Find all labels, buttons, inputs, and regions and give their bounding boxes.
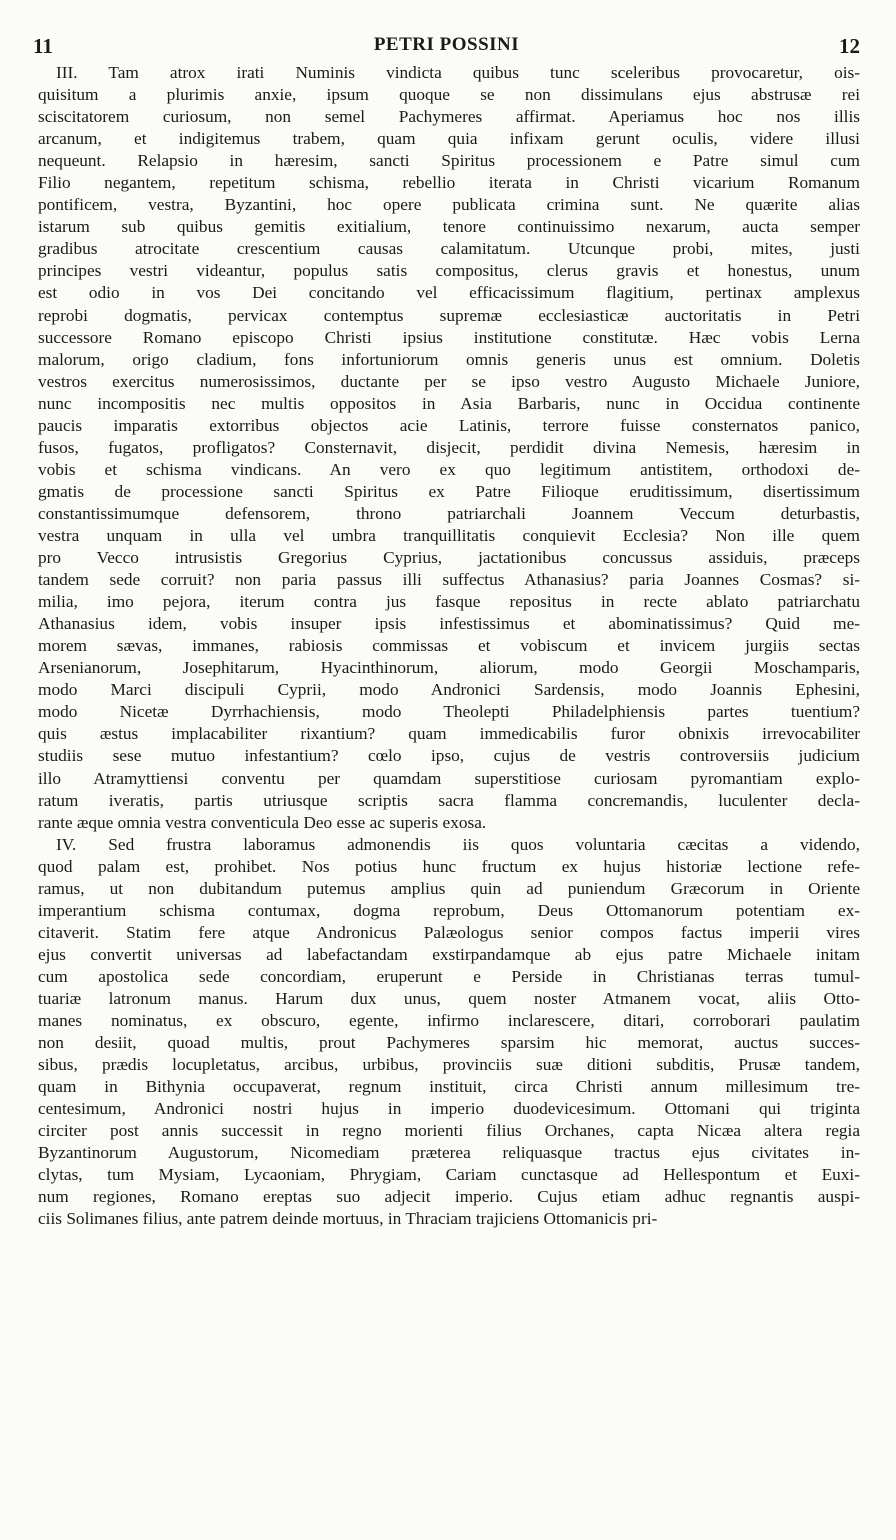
text-line: istarum sub quibus gemitis exitialium, tenore continuissimo nexarum, aucta semper <box>38 217 860 237</box>
text-line: vestros exercitus numerosissimos, ductante per se ipso vestro Augusto Michaele Juniore, <box>38 371 860 391</box>
text-line: malorum, origo cladium, fons infortuniorum omnis generis unus est omnium. Doletis <box>38 349 860 369</box>
text-line: num regiones, Romano ereptas suo adjecit imperio. Cujus etiam adhuc regnantis auspi- <box>38 1187 860 1207</box>
text-line: Byzantinorum Augustorum, Nicomediam præterea reliquasque tractus ejus civitates in- <box>38 1143 860 1163</box>
running-title: PETRI POSSINI <box>373 34 520 55</box>
text-line: pro Vecco intrusistis Gregorius Cyprius, jactationibus concussus assiduis, præceps <box>38 548 860 568</box>
text-line: sciscitatorem curiosum, non semel Pachymeres affirmat. Aperiamus hoc nos illis <box>38 107 860 127</box>
text-line: quod palam est, prohibet. Nos potius hunc fructum ex hujus historiæ lectione refe- <box>38 856 860 876</box>
text-line: fusos, fugatos, profligatos? Consternavit, disjecit, perdidit divina Nemesis, hæresim in <box>38 437 860 457</box>
text-line: quis æstus implacabiliter rixantium? quam immedicabilis furor obnixis irrevocabiliter <box>38 724 860 744</box>
text-line: vobis et schisma vindicans. An vero ex quo legitimum antistitem, orthodoxi de- <box>38 459 860 479</box>
text-line: paucis imparatis extorribus objectos acie Latinis, terrore fuisse consternatos panico, <box>38 415 860 435</box>
text-line: modo Nicetæ Dyrrhachiensis, modo Theolepti Philadelphiensis partes tuentium? <box>38 702 860 722</box>
body-text <box>38 62 860 1230</box>
text-line: IV. Sed frustra laboramus admonendis iis quos voluntaria cæcitas a videndo, <box>56 834 860 854</box>
text-line: successore Romano episcopo Christi ipsius institutione constitutæ. Hæc vobis Lerna <box>38 327 860 347</box>
text-line: reprobi dogmatis, pervicax contemptus supremæ ecclesiasticæ auctoritatis in Petri <box>38 305 860 325</box>
text-line: ratum iveratis, partis utriusque scriptis sacra flamma concremandis, luculenter decla- <box>38 790 860 810</box>
text-line: gradibus atrocitate crescentium causas calamitatum. Utcunque probi, mites, justi <box>38 239 860 259</box>
page-number-left: 11 <box>33 34 53 58</box>
text-line: ramus, ut non dubitandum putemus amplius quin ad puniendum Græcorum in Oriente <box>38 878 860 898</box>
text-line: arcanum, et indigitemus trabem, quam quia infixam gerunt oculis, videre illusi <box>38 129 860 149</box>
text-line: quam in Bithynia occupaverat, regnum instituit, circa Christi annum millesimum tre- <box>38 1077 860 1097</box>
text-line: ejus convertit universas ad labefactandam exstirpandamque ab ejus patre Michaele initam <box>38 944 860 964</box>
text-line: Arsenianorum, Josephitarum, Hyacinthinorum, aliorum, modo Georgii Moschamparis, <box>38 658 860 678</box>
text-line: sibus, prædis locupletatus, arcibus, urbibus, provinciis suæ ditioni subditis, Prusæ tandem, <box>38 1055 860 1075</box>
text-line: ciis Solimanes filius, ante patrem deinde mortuus, in Thraciam trajiciens Ottomanicis pri- <box>38 1209 658 1229</box>
text-line: pontificem, vestra, Byzantini, hoc opere publicata crimina sunt. Ne quærite alias <box>38 195 860 215</box>
text-line: Filio negantem, repetitum schisma, rebellio iterata in Christi vicarium Romanum <box>38 173 860 193</box>
running-header <box>33 34 860 60</box>
text-line: manes nominatus, ex obscuro, egente, infirmo inclarescere, ditari, corroborari paulatim <box>38 1011 860 1031</box>
text-line: citaverit. Statim fere atque Andronicus Palæologus senior compos factus imperii vires <box>38 922 860 942</box>
text-line: gmatis de processione sancti Spiritus ex Patre Filioque eruditissimum, disertissimum <box>38 481 860 501</box>
text-line: est odio in vos Dei concitando vel efficacissimum flagitium, pertinax amplexus <box>38 283 860 303</box>
text-line: milia, imo pejora, iterum contra jus fasque repositus in recte ablato patriarchatu <box>38 592 860 612</box>
text-line: rante æque omnia vestra conventicula Deo esse ac superis exosa. <box>38 812 487 832</box>
text-line: clytas, tum Mysiam, Lycaoniam, Phrygiam, Cariam cunctasque ad Hellespontum et Euxi- <box>38 1165 860 1185</box>
page-number-right: 12 <box>839 34 860 58</box>
text-line: constantissimumque defensorem, throno patriarchali Joannem Veccum deturbastis, <box>38 503 860 523</box>
text-line: tuariæ latronum manus. Harum dux unus, quem noster Atmanem vocat, aliis Otto- <box>38 988 860 1008</box>
text-line: modo Marci discipuli Cyprii, modo Andronici Sardensis, modo Joannis Ephesini, <box>38 680 860 700</box>
text-line: illo Atramyttiensi conventu per quamdam superstitiose curiosam pyromantiam explo- <box>38 768 860 788</box>
text-line: non desiit, quoad multis, prout Pachymeres sparsim hic memorat, auctus succes- <box>38 1033 860 1053</box>
text-line: imperantium schisma contumax, dogma reprobum, Deus Ottomanorum potentiam ex- <box>38 900 860 920</box>
text-line: tandem sede corruit? non paria passus illi suffectus Athanasius? paria Joannes Cosmas? si- <box>38 570 860 590</box>
text-line: nunc incompositis nec multis oppositos in Asia Barbaris, nunc in Occidua continente <box>38 393 860 413</box>
text-line: Athanasius idem, vobis insuper ipsis infestissimus et abominatissimus? Quid me- <box>38 614 860 634</box>
text-line: vestra unquam in ulla vel umbra tranquillitatis conquievit Ecclesia? Non ille quem <box>38 525 860 545</box>
text-line: nequeunt. Relapsio in hæresim, sancti Spiritus processionem e Patre simul cum <box>38 151 860 171</box>
text-line: centesimum, Andronici nostri hujus in imperio duodevicesimum. Ottomani qui triginta <box>38 1099 860 1119</box>
text-line: studiis sese mutuo infestantium? cœlo ipso, cujus de vestris controversiis judicium <box>38 746 860 766</box>
text-line: morem sævas, immanes, rabiosis commissas et vobiscum et invicem jurgiis sectas <box>38 636 860 656</box>
text-line: cum apostolica sede concordiam, eruperunt e Perside in Christianas terras tumul- <box>38 966 860 986</box>
text-line: principes vestri videantur, populus satis compositus, clerus gravis et honestus, unum <box>38 261 860 281</box>
text-line: III. Tam atrox irati Numinis vindicta quibus tunc sceleribus provocaretur, ois- <box>56 63 860 82</box>
text-line: quisitum a plurimis anxie, ipsum quoque se non dissimulans ejus abstrusæ rei <box>38 85 860 105</box>
text-line: circiter post annis successit in regno morienti filius Orchanes, capta Nicæa altera regia <box>38 1121 860 1141</box>
